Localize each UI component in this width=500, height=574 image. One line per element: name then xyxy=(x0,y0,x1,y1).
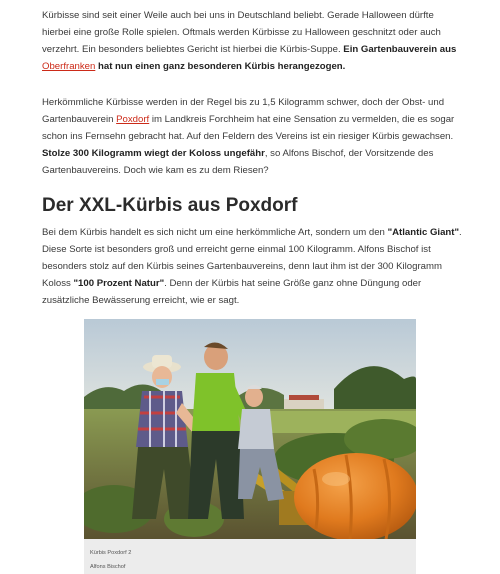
second-text-a: Herkömmliche Kürbisse werden in der Regel bis zu 1,5 Kilogramm schwer, doch der Obst- und Gartenbauverein xyxy=(42,97,445,125)
article-body xyxy=(42,7,462,309)
figure-caption: Kürbis Poxdorf 2 xyxy=(90,550,132,556)
third-text-a: Bei dem Kürbis handelt es sich nicht um eine herkömmliche Art, sondern um den xyxy=(42,227,388,238)
second-text-b: im Landkreis Forchheim hat eine Sensation zu vermelden, die es sogar schon ins Fernsehn gebracht hat. Auf den Feldern des Vereins ist ein riesiger Kürbis gewachsen. xyxy=(42,114,455,142)
intro-paragraph xyxy=(42,7,462,75)
intro-text: Kürbisse sind seit einer Weile auch bei uns in Deutschland beliebt. Gerade Halloween dürfte hierbei eine große Rolle spielen. Oftmals werden Kürbisse zu Halloween geschnitzt oder auch verzehrt. Ein besonders beliebtes Gericht ist hierbei die Kürbis-Suppe. xyxy=(42,10,441,55)
third-text-b: . Diese Sorte ist besonders groß und erreicht gerne einmal 100 Kilogramm. Alfons Bischof ist besonders stolz auf den Kürbis seines Gartenbauvereins, denn laut ihm ist der 300 Kilogramm Koloss xyxy=(42,227,462,289)
third-bold-b: "100 Prozent Natur" xyxy=(73,278,165,289)
link-poxdorf[interactable]: Poxdorf xyxy=(116,114,150,125)
second-paragraph xyxy=(42,94,462,179)
section-heading: Der XXL-Kürbis aus Poxdorf xyxy=(42,195,298,216)
giant-pumpkin xyxy=(294,453,416,539)
pumpkin-photo-illustration xyxy=(84,319,416,539)
third-paragraph xyxy=(42,224,462,309)
figure-credit: Alfons Bischof xyxy=(90,564,126,570)
second-text-c: , so Alfons Bischof, der Vorsitzende des Gartenbauvereins. Doch wie kam es zu dem Riesen? xyxy=(42,148,434,176)
link-oberfranken[interactable]: Oberfranken xyxy=(42,61,96,72)
third-text-c: . Denn der Kürbis hat seine Größe ganz ohne Düngung oder zusätzliche Bewässerung erreicht, wie er sagt. xyxy=(42,278,422,306)
second-bold-text: Stolze 300 Kilogramm wiegt der Koloss ungefähr xyxy=(42,148,265,159)
third-bold-a: "Atlantic Giant" xyxy=(387,227,460,238)
article-figure xyxy=(84,319,416,574)
pumpkin-photo xyxy=(84,319,416,539)
intro-bold-text: Ein Gartenbauverein aus xyxy=(343,44,457,55)
intro-bold-text-2: hat nun einen ganz besonderen Kürbis herangezogen. xyxy=(95,61,346,72)
